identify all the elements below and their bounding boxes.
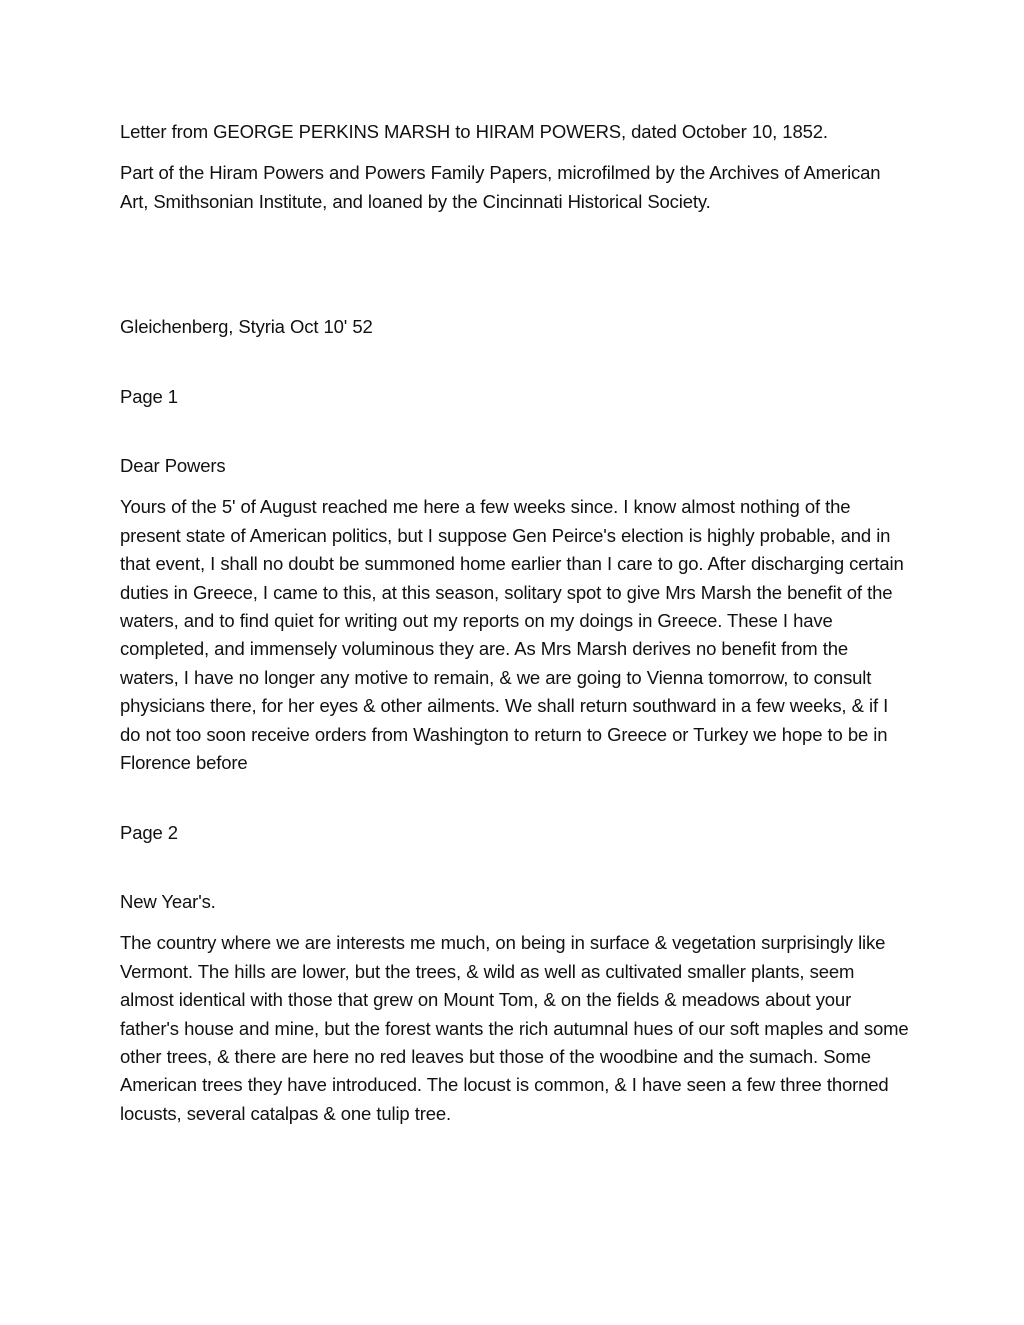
letter-salutation: Dear Powers [120, 455, 226, 477]
page-1-label: Page 1 [120, 385, 178, 407]
document-page [120, 118, 910, 1128]
page-2-body: The country where we are interests me much, on being in surface & vegetation surprisingly like Vermont. The hills are lower, but the trees, & wild as well as cultivated smaller plants, seem almost identical with those that grew on Mount Tom, & on the fields & meadows about your father's house and mine, but the forest wants the rich autumnal hues of our soft maples and some other trees, & there are here no red leaves but those of the woodbine and the sumach. Some American trees they have introduced. The locust is common, & I have seen a few three thorned locusts, several catalpas & one tulip tree. [120, 932, 909, 1124]
letter-place-date: Gleichenberg, Styria Oct 10' 52 [120, 316, 373, 338]
document-title-line: Letter from GEORGE PERKINS MARSH to HIRAM POWERS, dated October 10, 1852. [120, 121, 828, 142]
page-2-opening: New Year's. [120, 890, 216, 912]
provenance-note: Part of the Hiram Powers and Powers Family Papers, microfilmed by the Archives of American Art, Smithsonian Institute, and loaned by the Cincinnati Historical Society. [120, 162, 881, 212]
page-2-label: Page 2 [120, 821, 178, 843]
page-1-body: Yours of the 5' of August reached me here a few weeks since. I know almost nothing of the present state of American politics, but I suppose Gen Peirce's election is highly probable, and in that event, I shall no doubt be summoned home earlier than I care to go. After discharging certain duties in Greece, I came to this, at this season, solitary spot to give Mrs Marsh the benefit of the waters, and to find quiet for writing out my reports on my doings in Greece. These I have completed, and immensely voluminous they are. As Mrs Marsh derives no benefit from the waters, I have no longer any motive to remain, & we are going to Vienna tomorrow, to consult physicians there, for her eyes & other ailments. We shall return southward in a few weeks, & if I do not too soon receive orders from Washington to return to Greece or Turkey we hope to be in Florence before [120, 496, 904, 774]
